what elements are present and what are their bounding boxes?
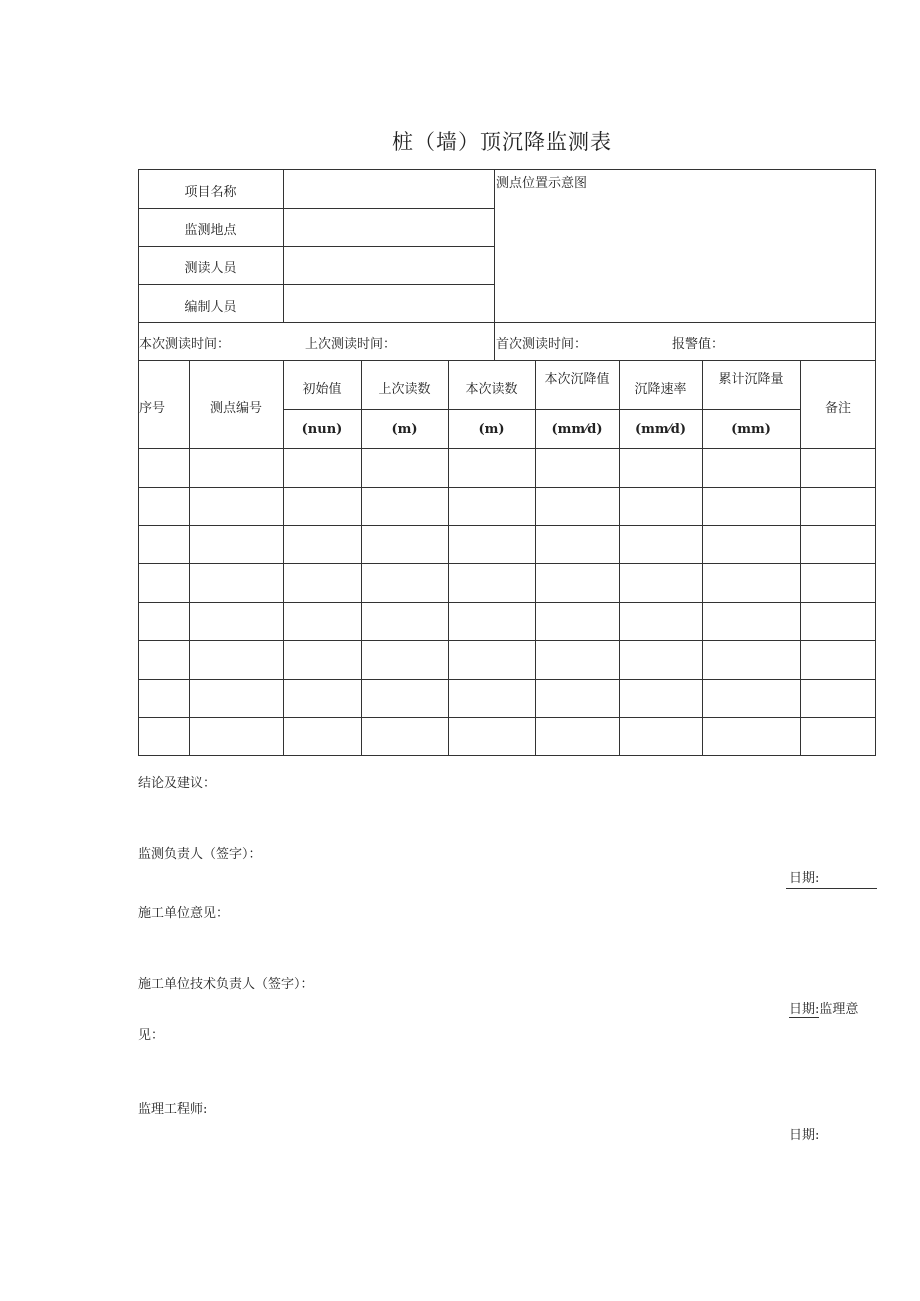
- row-divider: [138, 284, 494, 285]
- row-divider: [138, 322, 876, 323]
- unit-curr-settle: (mm⁄d): [551, 422, 603, 437]
- unit-initial: (nun): [301, 422, 343, 437]
- row-divider: [138, 448, 876, 449]
- label-date-1: 日期:: [786, 867, 877, 889]
- header-point-no: 测点编号: [209, 401, 262, 416]
- label-contractor-opinion: 施工单位意见：: [138, 906, 230, 921]
- col-divider: [702, 360, 703, 756]
- label-date-3: 日期:: [789, 1128, 820, 1143]
- label-current-time: 本次测读时间：: [139, 337, 231, 352]
- row-divider: [138, 640, 876, 641]
- col-divider: [189, 360, 190, 756]
- col-divider: [448, 360, 449, 756]
- label-supervisor: 监理工程师:: [138, 1102, 208, 1117]
- row-divider: [138, 525, 876, 526]
- header-prev-reading: 上次读数: [378, 382, 431, 397]
- col-divider: [535, 360, 536, 756]
- unit-curr-reading: (m): [478, 422, 505, 437]
- label-contractor-tech-lead: 施工单位技术负责人（签字）：: [138, 977, 314, 992]
- date-2-line: [789, 998, 858, 1017]
- col-divider: [800, 360, 801, 756]
- header-rate: 沉降速率: [634, 382, 687, 397]
- label-alarm-value: 报警值：: [672, 337, 725, 352]
- col-divider: [361, 360, 362, 756]
- label-supervision-opinion-b: 见：: [138, 1028, 165, 1043]
- label-project-name: 项目名称: [184, 185, 237, 200]
- row-divider: [138, 208, 494, 209]
- unit-rate: (mm⁄d): [634, 422, 687, 437]
- label-location: 监测地点: [184, 223, 237, 238]
- label-first-time: 首次测读时间：: [496, 337, 588, 352]
- row-divider: [138, 563, 876, 564]
- header-cumulative: 累计沉降量: [718, 372, 784, 387]
- page-title: 桩（墙）顶沉降监测表: [392, 130, 612, 154]
- label-reader: 测读人员: [184, 261, 237, 276]
- header-remark: 备注: [824, 401, 851, 416]
- row-divider: [138, 487, 876, 488]
- row-divider: [138, 360, 876, 361]
- label-previous-time: 上次测读时间：: [305, 337, 397, 352]
- col-divider: [283, 169, 284, 322]
- row-divider: [138, 246, 494, 247]
- row-divider: [138, 602, 876, 603]
- label-date-2: 日期:: [789, 1002, 820, 1017]
- row-divider: [138, 717, 876, 718]
- label-diagram: 测点位置示意图: [496, 176, 588, 191]
- header-curr-reading: 本次读数: [465, 382, 518, 397]
- unit-prev-reading: (m): [391, 422, 418, 437]
- col-divider: [494, 169, 495, 360]
- label-compiler: 编制人员: [184, 300, 237, 315]
- page-title-wrap: [0, 126, 920, 158]
- row-divider: [138, 679, 876, 680]
- label-supervision-opinion-a: 监理意: [819, 1002, 859, 1017]
- label-conclusion: 结论及建议：: [138, 776, 217, 791]
- header-curr-settle: 本次沉降值: [544, 372, 610, 387]
- header-seq: 序号: [139, 401, 166, 416]
- label-monitor-lead: 监测负责人（签字）：: [138, 847, 262, 862]
- unit-cumulative: (mm): [731, 422, 771, 437]
- col-divider: [283, 360, 284, 756]
- col-divider: [619, 360, 620, 756]
- header-initial: 初始值: [302, 382, 342, 397]
